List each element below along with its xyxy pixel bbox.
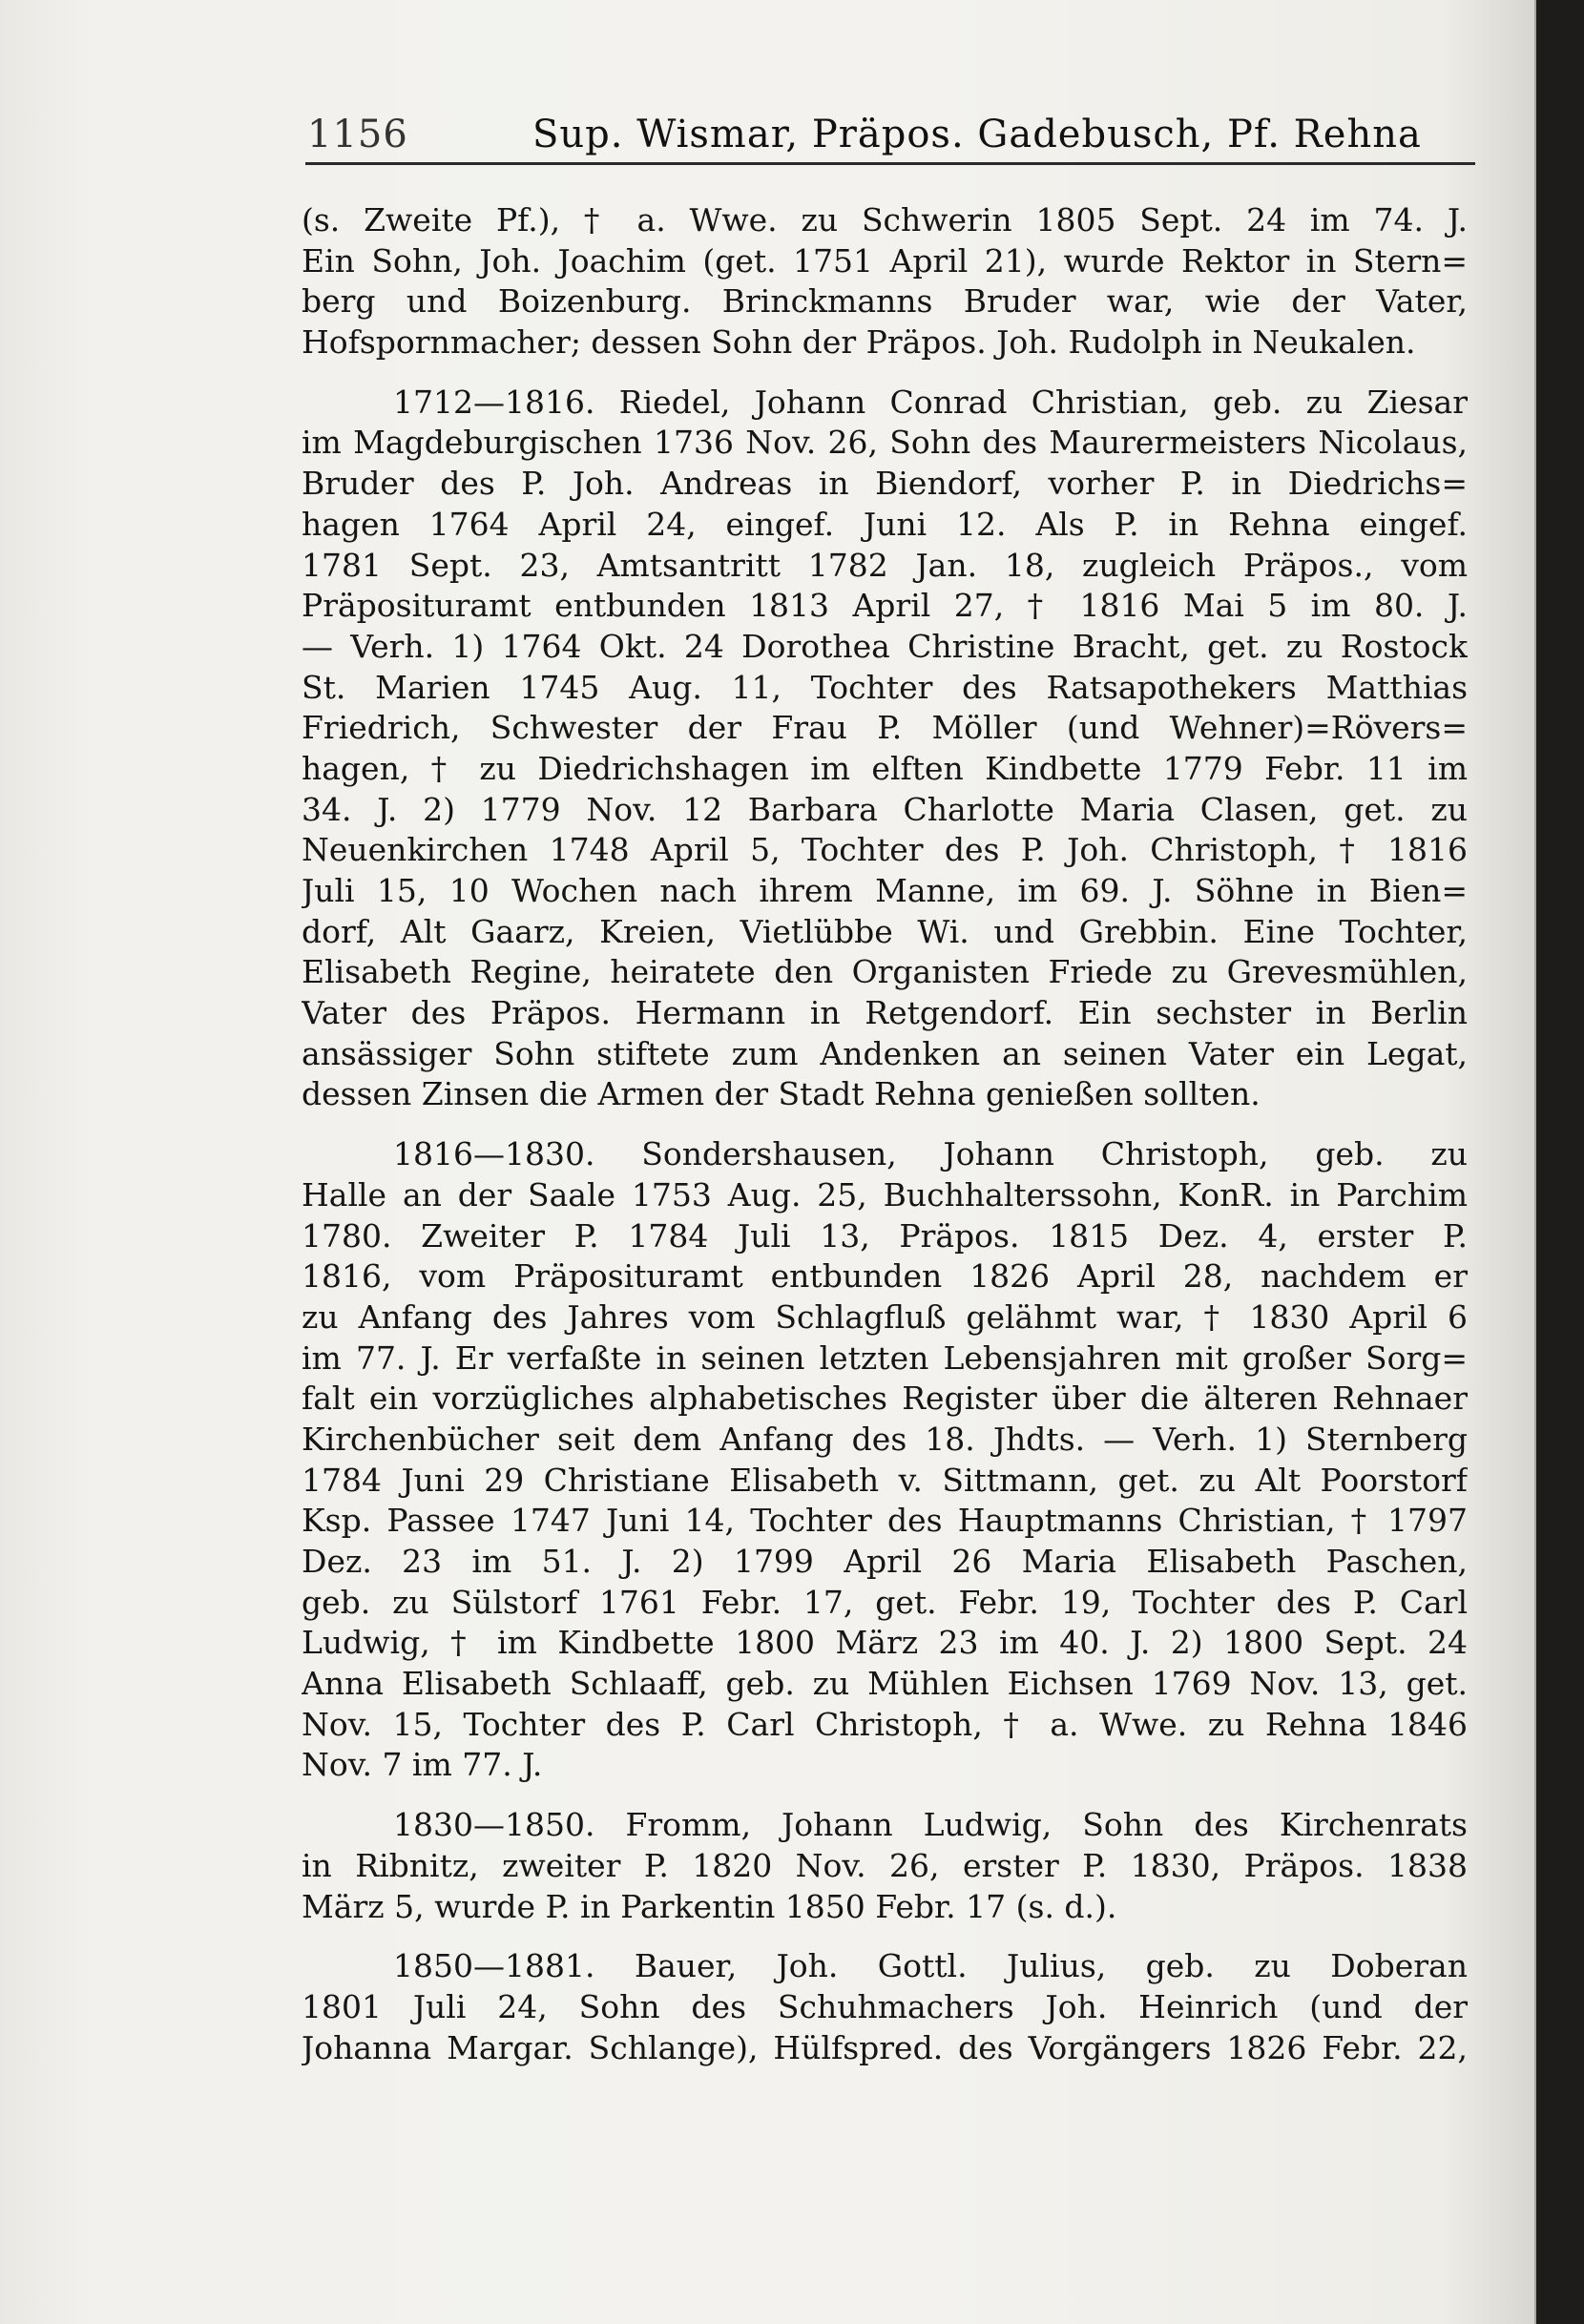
paragraph-bauer xyxy=(302,1946,1468,2068)
text-line: 1781 Sept. 23, Amtsantritt 1782 Jan. 18, zugleich Präpos., vom xyxy=(302,546,1468,584)
text-line: dessen Zinsen die Armen der Stadt Rehna genießen sollten. xyxy=(302,1075,1261,1113)
text-line: im 77. J. Er verfaßte in seinen letzten Lebensjahren mit großer Sorg= xyxy=(302,1338,1468,1377)
paragraph-fromm xyxy=(302,1805,1468,1927)
text-line: im Magdeburgischen 1736 Nov. 26, Sohn des Maurermeisters Nicolaus, xyxy=(302,424,1468,462)
paragraph-riedel xyxy=(302,383,1468,1115)
text-line: Johanna Margar. Schlange), Hülfspred. des Vorgängers 1826 Febr. 22, xyxy=(302,2028,1468,2066)
text-line: Nov. 15, Tochter des P. Carl Christoph, † a. Wwe. zu Rehna 1846 xyxy=(302,1705,1468,1743)
text-line: 1830—1850. Fromm, Johann Ludwig, Sohn des Kirchenrats xyxy=(393,1806,1468,1844)
text-line: Ludwig, † im Kindbette 1800 März 23 im 40. J. 2) 1800 Sept. 24 xyxy=(302,1624,1468,1662)
text-line: 1850—1881. Bauer, Joh. Gottl. Julius, geb. zu Doberan xyxy=(393,1947,1468,1985)
text-line: hagen 1764 April 24, eingef. Juni 12. Als P. in Rehna eingef. xyxy=(302,505,1468,543)
header-rule xyxy=(305,162,1475,165)
text-line: falt ein vorzügliches alphabetisches Register über die älteren Rehnaer xyxy=(302,1380,1468,1418)
body-text xyxy=(302,200,1468,2087)
text-line: 34. J. 2) 1779 Nov. 12 Barbara Charlotte Maria Clasen, get. zu xyxy=(302,790,1468,828)
text-line: Elisabeth Regine, heiratete den Organisten Friede zu Grevesmühlen, xyxy=(302,953,1468,991)
paragraph-continuation xyxy=(302,200,1468,363)
text-line: Ksp. Passee 1747 Juni 14, Tochter des Hauptmanns Christian, † 1797 xyxy=(302,1502,1468,1540)
text-line: Dez. 23 im 51. J. 2) 1799 April 26 Maria Elisabeth Paschen, xyxy=(302,1543,1468,1580)
text-line: Nov. 7 im 77. J. xyxy=(302,1746,543,1784)
text-line: ansässiger Sohn stiftete zum Andenken an seinen Vater ein Legat, xyxy=(302,1034,1468,1072)
text-line: Friedrich, Schwester der Frau P. Möller (und Wehner)=Rövers= xyxy=(302,709,1468,747)
text-line: zu Anfang des Jahres vom Schlagfluß gelähmt war, † 1830 April 6 xyxy=(302,1297,1468,1336)
text-line: geb. zu Sülstorf 1761 Febr. 17, get. Febr. 19, Tochter des P. Carl xyxy=(302,1583,1468,1621)
text-line: Bruder des P. Joh. Andreas in Biendorf, vorher P. in Diedrichs= xyxy=(302,465,1468,503)
text-line: Anna Elisabeth Schlaaff, geb. zu Mühlen Eichsen 1769 Nov. 13, get. xyxy=(302,1665,1468,1703)
text-line: 1816, vom Präposituramt entbunden 1826 April 28, nachdem er xyxy=(302,1257,1468,1296)
text-line: März 5, wurde P. in Parkentin 1850 Febr. 17 (s. d.). xyxy=(302,1887,1117,1925)
text-line: Halle an der Saale 1753 Aug. 25, Buchhalterssohn, KonR. in Parchim xyxy=(302,1175,1468,1214)
text-line: (s. Zweite Pf.), † a. Wwe. zu Schwerin 1805 Sept. 24 im 74. J. xyxy=(302,201,1468,239)
running-title: Sup. Wismar, Präpos. Gadebusch, Pf. Rehna xyxy=(532,113,1422,156)
text-line: Präposituramt entbunden 1813 April 27, † 1816 Mai 5 im 80. J. xyxy=(302,587,1468,625)
text-line: 1780. Zweiter P. 1784 Juli 13, Präpos. 1815 Dez. 4, erster P. xyxy=(302,1216,1468,1255)
text-line: Neuenkirchen 1748 April 5, Tochter des P. Joh. Christoph, † 1816 xyxy=(302,831,1468,869)
text-line: 1816—1830. Sondershausen, Johann Christoph, geb. zu xyxy=(393,1135,1468,1173)
text-line: Hofspornmacher; dessen Sohn der Präpos. Joh. Rudolph in Neukalen. xyxy=(302,323,1416,362)
text-line: in Ribnitz, zweiter P. 1820 Nov. 26, erster P. 1830, Präpos. 1838 xyxy=(302,1846,1468,1884)
text-line: 1712—1816. Riedel, Johann Conrad Christian, geb. zu Ziesar xyxy=(393,383,1468,421)
text-line: 1784 Juni 29 Christiane Elisabeth v. Sittmann, get. zu Alt Poorstorf xyxy=(302,1461,1468,1499)
text-line: Vater des Präpos. Hermann in Retgendorf. Ein sechster in Berlin xyxy=(302,994,1468,1032)
text-line: — Verh. 1) 1764 Okt. 24 Dorothea Christine Bracht, get. zu Rostock xyxy=(302,627,1468,665)
text-line: Juli 15, 10 Wochen nach ihrem Manne, im 69. J. Söhne in Bien= xyxy=(302,872,1468,909)
text-line: berg und Boizenburg. Brinckmanns Bruder war, wie der Vater, xyxy=(302,282,1468,321)
text-line: hagen, † zu Diedrichshagen im elften Kindbette 1779 Febr. 11 im xyxy=(302,749,1468,787)
page-number: 1156 xyxy=(307,113,408,156)
text-line: dorf, Alt Gaarz, Kreien, Vietlübbe Wi. und Grebbin. Eine Tochter, xyxy=(302,912,1468,950)
text-line: St. Marien 1745 Aug. 11, Tochter des Ratsapothekers Matthias xyxy=(302,668,1468,706)
text-line: Ein Sohn, Joh. Joachim (get. 1751 April 21), wurde Rektor in Stern= xyxy=(302,241,1468,280)
text-line: 1801 Juli 24, Sohn des Schuhmachers Joh. Heinrich (und der xyxy=(302,1987,1468,2025)
page-header xyxy=(307,113,1471,162)
text-line: Kirchenbücher seit dem Anfang des 18. Jhdts. — Verh. 1) Sternberg xyxy=(302,1420,1468,1458)
paragraph-sondershausen xyxy=(302,1134,1468,1786)
